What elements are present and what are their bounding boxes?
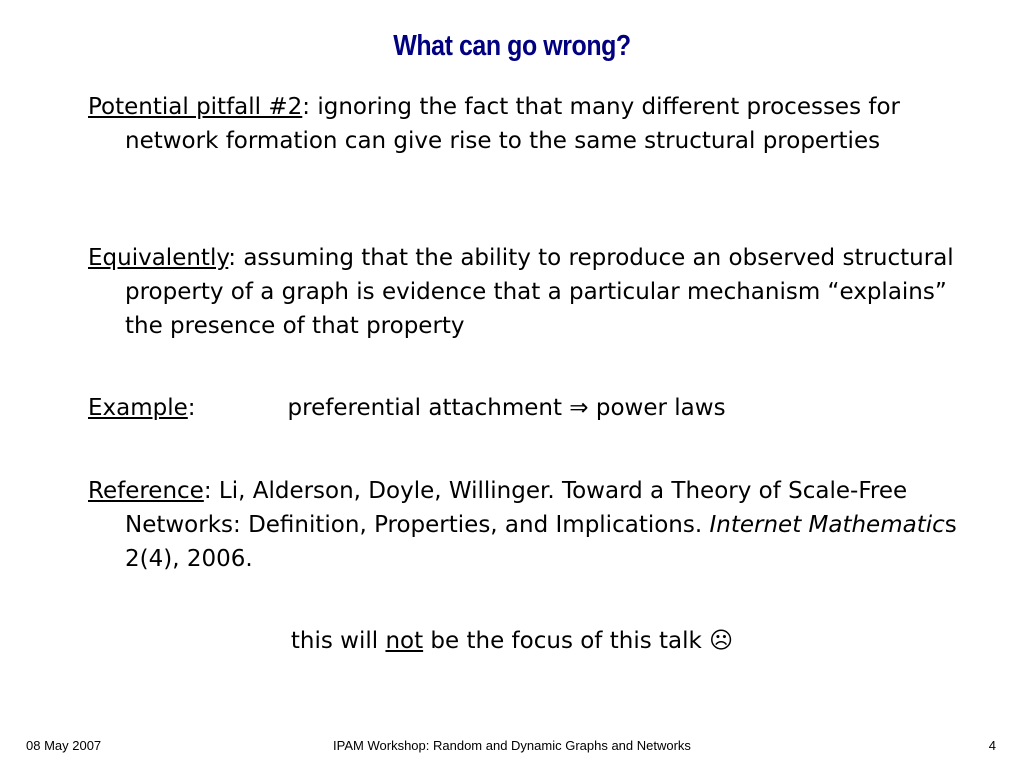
example-colon: : xyxy=(187,395,196,421)
equivalently-paragraph xyxy=(88,241,985,343)
closing-line xyxy=(0,624,1024,658)
footer-title: IPAM Workshop: Random and Dynamic Graphs and Networks xyxy=(333,738,691,753)
equivalently-text: : assuming that the ability to reproduce an observed structural property of a graph is evidence that a particular mechanism “explains” the presence of that property xyxy=(125,245,954,339)
example-text-after: power laws xyxy=(588,395,726,421)
reference-text: : Li, Alderson, Doyle, Willinger. Toward a Theory of Scale-Free Networks: Definition, Properties, and Implications. xyxy=(125,478,908,538)
sad-face-icon: ☹ xyxy=(709,628,734,654)
example-paragraph xyxy=(88,391,985,425)
example-label: Example xyxy=(88,395,188,421)
footer-date: 08 May 2007 xyxy=(26,738,102,753)
implies-arrow-icon: ⇒ xyxy=(569,395,589,421)
reference-journal-tail: s 2(4), 2006. xyxy=(125,512,957,572)
pitfall-label: Potential pitfall #2 xyxy=(88,94,303,120)
closing-before: this will xyxy=(290,628,386,654)
example-text-before: preferential attachment xyxy=(287,395,570,421)
reference-journal: Internet Mathematic xyxy=(709,512,945,538)
slide-title: What can go wrong? xyxy=(393,30,631,62)
pitfall-text: : ignoring the fact that many different processes for network formation can give rise to the same structural properties xyxy=(125,94,901,154)
equivalently-label: Equivalently xyxy=(88,245,229,271)
closing-after: be the focus of this talk xyxy=(423,628,710,654)
reference-paragraph xyxy=(88,474,985,576)
reference-label: Reference xyxy=(88,478,204,504)
closing-emphasis: not xyxy=(385,628,424,654)
pitfall-paragraph xyxy=(88,90,985,158)
page-number: 4 xyxy=(988,738,996,753)
